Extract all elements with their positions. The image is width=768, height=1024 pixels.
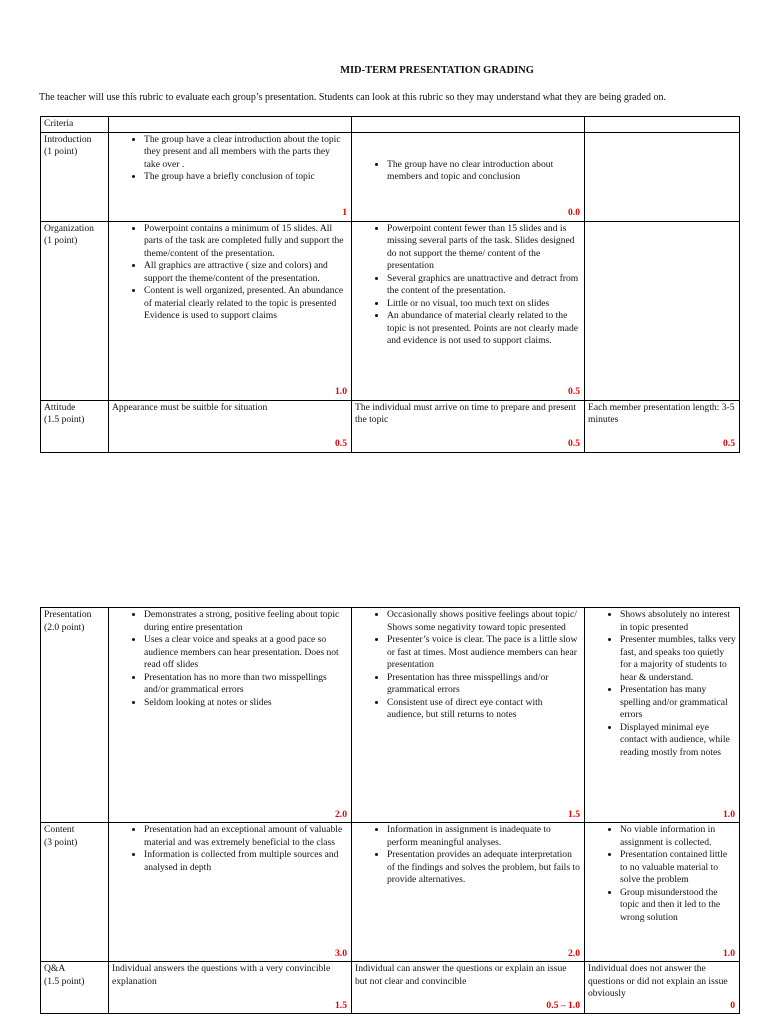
row-presentation (41, 608, 740, 823)
score-label: 0.5 – 1.0 (546, 999, 580, 1011)
row-qa (41, 962, 740, 1014)
level-cell-low (585, 608, 740, 823)
criterion-bullet: • Group misunderstood the topic and then it led to the wrong solution (620, 887, 736, 925)
criterion-bullet: • Little or no visual, too much text on slides (387, 298, 581, 311)
level-cell-mid (352, 823, 585, 962)
criterion-bullet: • Presenter mumbles, talks very fast, and speaks too quietly for a majority of students to hear & understand. (620, 634, 736, 684)
score-label: 1 (342, 207, 347, 218)
criterion-bullet: • The group have a clear introduction about the topic they present and all members with the parts they take over . (144, 134, 348, 172)
score-label: 2.0 (335, 808, 347, 820)
criterion-description: Appearance must be suitble for situation (112, 401, 268, 413)
level-cell-mid (352, 962, 585, 1014)
criterion-bullet: • Powerpoint content fewer than 15 slides and is missing several parts of the task. Slides designed do not support the theme/ content of the presentation (387, 223, 581, 273)
score-label: 1.5 (335, 999, 347, 1011)
level-cell-high (109, 132, 352, 221)
criterion-description: Individual does not answer the questions or did not explain an issue obviously (588, 963, 728, 999)
criterion-cell (41, 823, 109, 962)
criterion-bullet: • Presentation had an exceptional amount of valuable material and was extremely beneficial to the class (144, 824, 348, 849)
intro-text: The teacher will use this rubric to evaluate each group’s presentation. Students can look at this rubric so they may understand what they are being graded on. (39, 92, 667, 103)
criterion-bullet: • Presentation provides an adequate interpretation of the findings and solves the problem, but fails to provide alternatives. (387, 849, 581, 887)
level-cell-high (109, 823, 352, 962)
level-cell-high (109, 221, 352, 400)
level-cell-high (109, 962, 352, 1014)
criterion-bullet: • Several graphics are unattractive and detract from the content of the presentation. (387, 273, 581, 298)
level-cell-low (585, 221, 740, 400)
score-label: 1.5 (568, 808, 580, 820)
criterion-name: Organization (44, 222, 94, 234)
criterion-points: (1 point) (44, 146, 78, 157)
score-label: 0.5 (335, 438, 347, 449)
score-label: 0.5 (568, 438, 580, 449)
criterion-bullet: • No viable information in assignment is collected. (620, 824, 736, 849)
criterion-bullet: • Presentation has many spelling and/or grammatical errors (620, 684, 736, 722)
criterion-cell (41, 132, 109, 221)
criterion-bullet: • Displayed minimal eye contact with audience, while reading mostly from notes (620, 722, 736, 760)
criterion-name: Content (44, 824, 75, 835)
criterion-name: Presentation (44, 609, 92, 620)
criterion-points: (1.5 point) (44, 975, 85, 987)
criterion-bullet: • Presentation has no more than two misspellings and/or grammatical errors (144, 672, 348, 697)
header-cell (352, 117, 585, 133)
criterion-points: (3 point) (44, 836, 78, 848)
page-title: MID-TERM PRESENTATION GRADING (340, 65, 534, 76)
criterion-name: Q&A (44, 963, 66, 974)
score-label: 1.0 (723, 947, 735, 959)
criterion-cell (41, 400, 109, 452)
rubric-table-1 (40, 116, 740, 453)
score-label: 0.5 (568, 386, 580, 397)
level-cell-mid (352, 221, 585, 400)
criterion-bullet: • Presentation has three misspellings and/or grammatical errors (387, 672, 581, 697)
level-cell-high (109, 400, 352, 452)
criterion-name: Introduction (44, 133, 92, 145)
level-cell-high (109, 608, 352, 823)
score-label: 0.5 (723, 438, 735, 449)
criterion-bullet: • Presentation contained little to no valuable material to solve the problem (620, 849, 736, 887)
row-introduction (41, 132, 740, 221)
level-cell-mid (352, 400, 585, 452)
criterion-bullet: • An abundance of material clearly related to the topic is not presented. Points are not clearly made and evidence is not used to support claims. (387, 310, 581, 348)
level-cell-low (585, 400, 740, 452)
criterion-cell (41, 608, 109, 823)
level-cell-mid (352, 132, 585, 221)
rubric-table-2 (40, 607, 740, 1014)
header-row (41, 117, 740, 133)
criterion-bullet: • All graphics are attractive ( size and colors) and support the theme/content of the presentation. (144, 260, 348, 285)
criterion-bullet: • Occasionally shows positive feelings about topic/ Shows some negativity toward topic presented (387, 609, 581, 634)
level-cell-low (585, 962, 740, 1014)
score-label: 0.0 (568, 207, 580, 218)
criterion-bullet: • Seldom looking at notes or slides (144, 697, 348, 710)
criterion-description: Individual answers the questions with a very convincible explanation (112, 963, 331, 987)
criterion-description: The individual must arrive on time to prepare and present the topic (355, 401, 576, 425)
header-cell (585, 117, 740, 133)
level-cell-mid (352, 608, 585, 823)
criterion-bullet: • The group have a briefly conclusion of topic (144, 171, 348, 184)
row-content (41, 823, 740, 962)
criterion-bullet: • Information in assignment is inadequate to perform meaningful analyses. (387, 824, 581, 849)
row-organization (41, 221, 740, 400)
criterion-points: (1.5 point) (44, 414, 85, 425)
criterion-description: Individual can answer the questions or explain an issue but not clear and convincible (355, 963, 567, 987)
criterion-points: (2.0 point) (44, 621, 85, 633)
row-attitude (41, 400, 740, 452)
criterion-cell (41, 962, 109, 1014)
criterion-description: Each member presentation length: 3-5 minutes (588, 401, 735, 425)
header-cell (109, 117, 352, 133)
criterion-bullet: • Consistent use of direct eye contact with audience, but still returns to notes (387, 697, 581, 722)
score-label: 0 (730, 999, 735, 1011)
criterion-cell (41, 221, 109, 400)
score-label: 2.0 (568, 947, 580, 959)
level-cell-low (585, 132, 740, 221)
score-label: 3.0 (335, 947, 347, 959)
criterion-bullet: • The group have no clear introduction about members and topic and conclusion (387, 159, 581, 184)
criterion-bullet: • Content is well organized, presented. An abundance of material clearly related to the topic is presented Evidence is used to support claims (144, 285, 348, 323)
criterion-bullet: • Powerpoint contains a minimum of 15 slides. All parts of the task are completed fully and support the theme/content of the presentation. (144, 223, 348, 261)
score-label: 1.0 (723, 808, 735, 820)
criterion-bullet: • Demonstrates a strong, positive feeling about topic during entire presentation (144, 609, 348, 634)
level-cell-low (585, 823, 740, 962)
score-label: 1.0 (335, 386, 347, 397)
criterion-bullet: • Uses a clear voice and speaks at a good pace so audience members can hear presentation. Does not read off slides (144, 634, 348, 672)
criterion-bullet: • Shows absolutely no interest in topic presented (620, 609, 736, 634)
criterion-points: (1 point) (44, 235, 78, 246)
criterion-bullet: • Information is collected from multiple sources and analysed in depth (144, 849, 348, 874)
criterion-bullet: • Presenter’s voice is clear. The pace is a little slow or fast at times. Most audience members can hear presentation (387, 634, 581, 672)
criteria-header: Criteria (41, 117, 109, 133)
criterion-name: Attitude (44, 401, 76, 413)
